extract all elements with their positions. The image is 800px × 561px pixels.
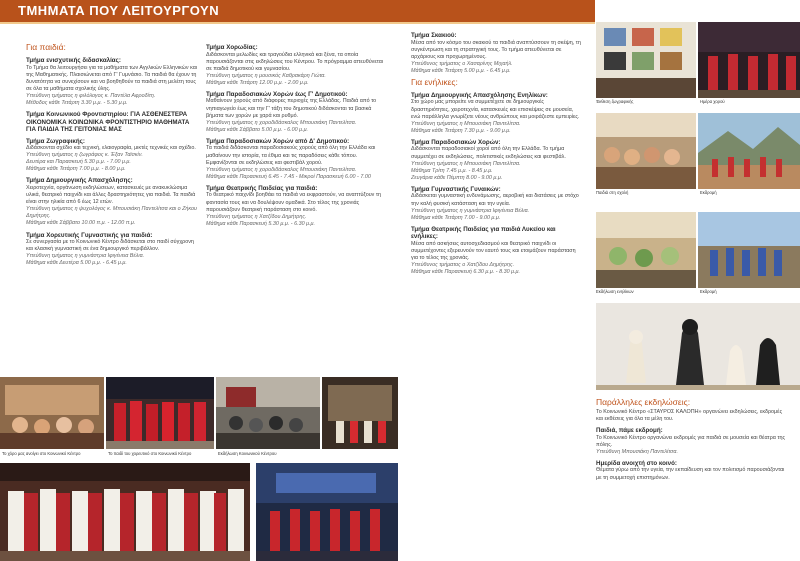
photo-caption: Εκδήλωση ενηλίκων bbox=[596, 289, 634, 294]
block-meta: Μέθοδος κάθε Τετάρτη 3.30 μ.μ. - 5.30 μ.μ. bbox=[26, 99, 128, 106]
photo-excursion bbox=[698, 113, 800, 189]
photo-classroom bbox=[0, 377, 104, 449]
column-children-continued bbox=[206, 40, 389, 385]
block-meta: Υπεύθυνος τμήματος ο Χατζίδου Δημήτρης. bbox=[411, 262, 515, 269]
block-heading: Τμήμα Γυμναστικής Γυναικών: bbox=[411, 185, 501, 193]
block-meta: Ζευγάρια κάθε Πέμπτη 8.00 - 9.00 μ.μ. bbox=[411, 174, 503, 181]
block-meta: Μάθημα κάθε Τετάρτη 12.00 μ.μ. - 2.00 μ.μ. bbox=[206, 79, 309, 86]
header-rule bbox=[0, 22, 595, 24]
block-heading: Παιδιά, πάμε εκδρομή: bbox=[596, 427, 663, 435]
block-dance-gym bbox=[26, 232, 197, 268]
block-heading: Τμήμα Θεατρικής Παιδείας για παιδιά Λυκείου και ενήλικες: bbox=[411, 225, 556, 241]
column-children bbox=[26, 40, 197, 370]
block-text: Διδάσκονται παραδοσιακοί χοροί από όλη την Ελλάδα. Το τμήμα συμμετέχει σε εκδηλώσεις, πολιτιστικές εκδηλώσεις και φεστιβάλ. bbox=[411, 146, 566, 160]
block-heading: Τμήμα Χορωδίας: bbox=[206, 44, 258, 51]
photo-group-trip bbox=[698, 212, 800, 288]
photo-folk-group bbox=[0, 463, 250, 561]
photo-stage bbox=[322, 377, 398, 449]
block-meta: Υπεύθυνη Μπουσιάκη Παντελίτσα. bbox=[596, 448, 678, 455]
block-heading: Τμήμα Παραδοσιακών Χορών: bbox=[411, 138, 501, 146]
block-events-intro bbox=[596, 409, 790, 423]
block-adult-dance bbox=[411, 139, 583, 182]
block-meta: Δευτέρα και Παρασκευή 5.30 μ.μ. - 7.00 μ.μ. bbox=[26, 159, 131, 166]
photo-caption: Έκθεση ζωγραφικής bbox=[596, 99, 634, 104]
photo-caption: Εκδήλωση Κοινωνικού Κέντρου bbox=[218, 451, 277, 456]
block-meta: Υπεύθυνη τμήματος η ζωγράφος κ. Έξαν Ταϊσκίν. bbox=[26, 152, 143, 159]
block-meta: Μάθημα κάθε Τετάρτη 7.00 - 9.00 μ.μ. bbox=[411, 214, 501, 221]
block-text: Θέματα γύρω από την υγεία, την εκπαίδευση και τον πολιτισμό παρουσιάζονται με τη συμμετοχή επιστημόνων. bbox=[596, 467, 785, 481]
block-choir bbox=[206, 44, 389, 87]
block-chess bbox=[411, 32, 583, 75]
block-adult-creative bbox=[411, 92, 583, 135]
photo-caption: Το παιδί του χορευτικό στο Κοινωνικό Κέντρο bbox=[108, 451, 192, 456]
block-theatre-children bbox=[206, 185, 389, 228]
block-text: Το θεατρικό παιχνίδι βοηθάει τα παιδιά να εκφραστούν, να αναπτύξουν τη φαντασία τους και να δουλέψουν ομαδικά. Στο τέλος της χρονιάς παρουσιάζουν θεατρική παράσταση στο κοινό. bbox=[206, 192, 381, 213]
block-text: Χειροτεχνία, οργάνωση εκδηλώσεων, κατασκευές με ανακυκλώσιμα υλικά, θεατρικό παιχνίδι και άλλες δραστηριότητες για παιδιά. Τα παιδιά είναι στην ηλικία από 6 έως 12 ετών. bbox=[26, 184, 196, 206]
section-title-events: Παράλληλες εκδηλώσεις: bbox=[596, 397, 691, 407]
block-trip bbox=[596, 427, 790, 456]
header-banner bbox=[0, 0, 595, 22]
block-text: Διδάσκονται σχέδιο και τεχνική, ελαιογραφία, μικτές τεχνικές και σχέδιο. bbox=[26, 145, 196, 152]
block-heading: Τμήμα ενισχυτικής διδασκαλίας: bbox=[26, 57, 121, 64]
block-heading: Τμήμα Σκακιού: bbox=[411, 32, 457, 39]
block-social-tutoring bbox=[26, 111, 197, 134]
photo-dance-night bbox=[698, 22, 800, 98]
block-folk-dance-young bbox=[206, 91, 389, 134]
block-meta: Μάθημα Τρίτη 7.45 μ.μ. - 8.45 μ.μ. bbox=[411, 167, 493, 174]
block-meta: Μάθημα κάθε Τετάρτη 7.00 μ.μ. - 8.00 μ.μ. bbox=[26, 166, 126, 173]
photo-adult-activity bbox=[596, 212, 696, 288]
photo-red-dancers bbox=[106, 377, 214, 449]
block-text: Διδάσκονται μελωδίες και τραγούδια ελληνικά και ξένα, τα οποία παρουσιάζονται στις εκδηλώσεις του Κέντρου. Το πρόγραμμα απευθύνεται σε παιδιά δημοτικού και γυμνασίου. bbox=[206, 51, 384, 72]
block-heading: Ημερίδα ανοιχτή στο κοινό: bbox=[596, 459, 677, 467]
block-meta: Υπεύθυνη τμήματος η Μπουσιάκη Παντελίτσα. bbox=[411, 160, 521, 167]
block-meta: Μάθημα κάθε Παρασκευή 6.45 - 7.45 - Μικροί Παρασκευή 6.00 - 7.00 bbox=[206, 173, 371, 180]
block-meta: Μάθημα κάθε Σάββατο 5.00 μ.μ. - 6.00 μ.μ. bbox=[206, 126, 309, 133]
block-painting bbox=[26, 138, 197, 174]
block-remedial bbox=[26, 57, 197, 107]
block-creative bbox=[26, 177, 197, 227]
block-heading: Τμήμα Δημιουργικής Απασχόλησης Ενηλίκων: bbox=[411, 91, 548, 99]
block-meta: Υπεύθυνη τμήματος η Μπουσιάκη Παντελίτσα. bbox=[411, 120, 521, 127]
photo-caption: Το χόρο μας ανοίγει στο Κοινωνικό Κέντρο bbox=[2, 451, 81, 456]
block-meta: Υπεύθυνη τμήματος η χοροδιδάσκαλος Μπουσιάκη Παντελίτσα. bbox=[206, 119, 357, 126]
block-text: Μαθαίνουν χορούς από διάφορες περιοχές της Ελλάδας. Παιδιά από το νηπιαγωγείο έως και την Γ' τάξη του δημοτικού διδάσκονται τα βασικά βήματα των χορών με χαρά και ρυθμό. bbox=[206, 98, 377, 119]
block-meta: Μάθημα κάθε Δευτέρα 5.00 μ.μ. - 6.45 μ.μ. bbox=[26, 260, 127, 267]
photo-caption: Εκδρομή bbox=[700, 190, 717, 195]
block-text: Διδάσκεται γυμναστική ενδυνάμωσης, αεροβική και διατάσεις με στόχο την καλή φυσική κατάσταση και την υγεία. bbox=[411, 193, 579, 207]
block-text: Μέσα από τον κόσμο του σκακιού τα παιδιά αναπτύσσουν τη σκέψη, τη συγκέντρωση και τη στρατηγική τους. Το τμήμα απευθύνεται σε αρχάριους και προχωρημένους. bbox=[411, 39, 581, 60]
block-meta: Υπεύθυνη τμήματος η Χατζίδου Δημήτρης. bbox=[206, 213, 307, 220]
block-meta: Μάθημα κάθε Παρασκευή 5.30 μ.μ. - 6.30 μ.μ. bbox=[206, 220, 315, 227]
block-meta: Υπεύθυνη τμήματος η μουσικός Καθρακάρη Γιώτα. bbox=[206, 72, 326, 79]
block-heading: Τμήμα Παραδοσιακών Χορών από Δ' Δημοτικού: bbox=[206, 137, 350, 145]
block-heading: Τμήμα Παραδοσιακών Χορών έως Γ' Δημοτικού: bbox=[206, 90, 348, 98]
section-title-children: Για παιδιά: bbox=[26, 42, 66, 52]
block-meta: Υπεύθυνη τμήματος η φιλόλογος κ. Παντέλα Αφροδίτη. bbox=[26, 92, 156, 99]
block-meta: Υπεύθυνη τμήματος η γυμνάστρια Ιφιγένεια Βέλια. bbox=[411, 207, 530, 214]
photo-event-hall bbox=[216, 377, 320, 449]
block-meta: Υπεύθυνη τμήματος η χοροδιδάσκαλος Μπουσιάκη Παντελίτσα. bbox=[206, 166, 357, 173]
photo-chess bbox=[596, 303, 800, 390]
block-meta: Υπεύθυνος τμήματος ο Χασαρίνης Μιχαήλ. bbox=[411, 60, 513, 67]
photo-performance bbox=[256, 463, 398, 561]
section-title-adults: Για ενήλικες: bbox=[411, 76, 458, 87]
block-folk-dance-older bbox=[206, 138, 389, 181]
column-events bbox=[596, 395, 790, 555]
block-women-gym bbox=[411, 186, 583, 222]
column-adults bbox=[411, 28, 583, 548]
photo-children-class bbox=[596, 113, 696, 189]
block-text: Το Τμήμα θα λειτουργήσει για τα μαθήματα των Αγγλικών Ελληνικών και της Μαθηματικής. Πλαισιώνεται από Γ' Γυμνάσιο. Τα παιδιά θα έχουν τη δυνατότητα να συνεχίσουν και να βοηθηθούν τα παιδιά στη μελέτη τους σε όλα τα μαθήματα σχολικής ύλης. bbox=[26, 64, 197, 92]
block-heading: Τμήμα Κοινωνικού Φροντιστηρίου: ΓΙΑ ΑΣΘΕΝΕΣΤΕΡΑ ΟΙΚΟΝΟΜΙΚΑ ΚΟΙΝΩΝΙΚΑ ΦΡΟΝΤΙΣΤΗΡΙΟ ΜΑΘΗΜΑΤΑ ΓΙΑ ΠΑΙΔΙΑ ΤΗΣ ΓΕΙΤΟΝΙΑΣ ΜΑΣ bbox=[26, 111, 190, 134]
block-heading: Τμήμα Χορευτικής Γυμναστικής για παιδιά: bbox=[26, 231, 153, 239]
block-text: Τα παιδιά διδάσκονται παραδοσιακούς χορούς από όλη την Ελλάδα και μαθαίνουν την ιστορία, τα έθιμα και τις παραδόσεις κάθε τόπου. Εμφανίζονται σε εκδηλώσεις και φεστιβάλ χορού. bbox=[206, 145, 376, 166]
block-meta: Μάθημα κάθε Τετάρτη 7.30 μ.μ. - 9.00 μ.μ. bbox=[411, 127, 511, 134]
block-text: Μέσα από ασκήσεις αυτοσχεδιασμού και θεατρικό παιχνίδι οι συμμετέχοντες εξερευνούν τον εαυτό τους και ετοιμάζουν παράσταση για το τέλος της χρονιάς. bbox=[411, 240, 576, 261]
block-meta: Μάθημα κάθε Τετάρτη 5.00 μ.μ. - 6.45 μ.μ. bbox=[411, 67, 511, 74]
block-meta: Μάθημα κάθε Σάββατο 10.00 π.μ. - 12.00 π.μ. bbox=[26, 220, 136, 227]
block-text: Το Κοινωνικό Κέντρο οργανώνει εκδρομές για παιδιά σε μουσεία και θέατρα της πόλης. bbox=[596, 434, 786, 448]
block-heading: Τμήμα Θεατρικής Παιδείας για παιδιά: bbox=[206, 184, 318, 192]
block-heading: Τμήμα Δημιουργικής Απασχόλησης: bbox=[26, 177, 133, 185]
page-title: ΤΜΗΜΑΤΑ ΠΟΥ ΛΕΙΤΟΥΡΓΟΥΝ bbox=[18, 3, 220, 18]
block-meta: Μάθημα κάθε Παρασκευή 6.30 μ.μ. - 8.30 μ.μ. bbox=[411, 269, 520, 276]
block-meta: Υπεύθυνη τμήματος η γυμνάστρια Ιφιγένεια Βέλια. bbox=[26, 253, 145, 260]
block-text: Στο χώρο μας μπορείτε να συμμετέχετε σε δημιουργικές δραστηριότητες, χειροτεχνία, κατασκευές και επισκέψεις σε μουσεία, ενώ παράλληλα γνωρίζετε νέους ανθρώπους και μοιράζεστε εμπειρίες. bbox=[411, 99, 580, 120]
block-text: Σε συνεργασία με το Κοινωνικό Κέντρο διδάσκεται στο παιδί σύγχρονη και κλασική γυμναστική σε ένα δημιουργικό περιβάλλον. bbox=[26, 239, 194, 253]
photo-caption: Ημέρα χορού bbox=[700, 99, 725, 104]
photo-caption: Εκδρομή bbox=[700, 289, 717, 294]
block-meta: Υπεύθυνη τμήματος η ψυχολόγος κ. Μπουσιάκη Παντελίτσα και ο Ζήκου Δημήτρης. bbox=[26, 206, 197, 220]
block-seminar bbox=[596, 460, 790, 482]
block-theatre-adults bbox=[411, 226, 583, 276]
photo-caption: Παιδιά στη σχολή bbox=[596, 190, 629, 195]
block-heading: Τμήμα Ζωγραφικής: bbox=[26, 137, 85, 145]
block-text: Το Κοινωνικό Κέντρο «ΣΤΑΥΡΟΣ ΚΑΛΟΠΗ» οργανώνει εκδηλώσεις, εκδρομές και εκθέσεις για όλα τα μέλη του. bbox=[596, 409, 783, 423]
photo-painting-class bbox=[596, 22, 696, 98]
